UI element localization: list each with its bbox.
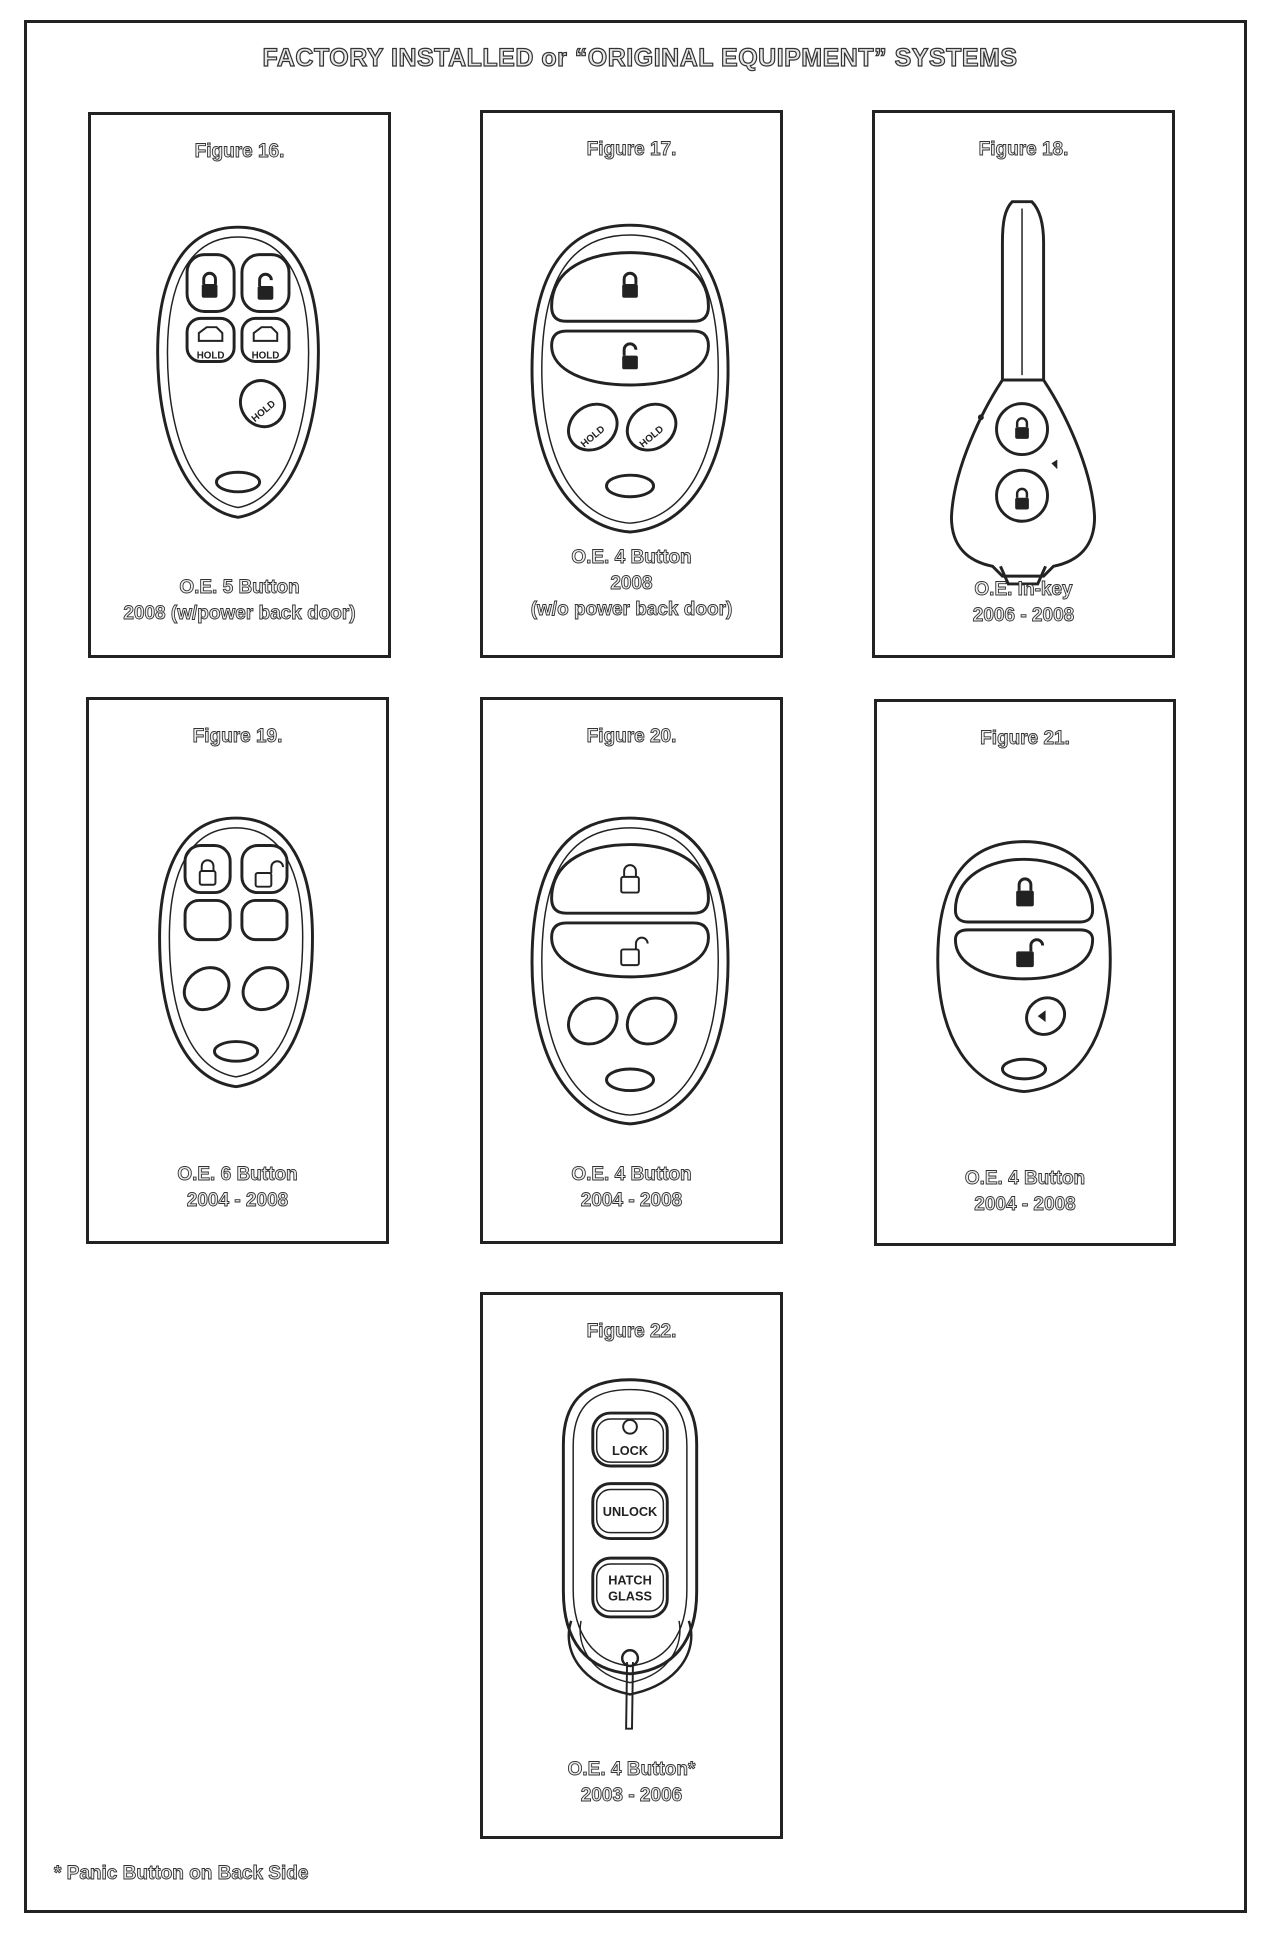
caption-line: O.E. 4 Button xyxy=(571,1164,692,1185)
figure-label: Figure 20. xyxy=(586,726,677,747)
caption-line: O.E. 5 Button xyxy=(179,577,300,598)
figure-caption xyxy=(91,575,388,627)
lock-button-label: LOCK xyxy=(611,1443,649,1459)
caption-line: 2003 - 2006 xyxy=(580,1785,683,1806)
hatch-button-label: GLASS xyxy=(608,1588,652,1604)
caption-line: 2008 xyxy=(610,573,653,594)
hold-label: HOLD xyxy=(196,350,225,362)
footnote: * Panic Button on Back Side xyxy=(54,1863,309,1884)
figure-19-card xyxy=(86,697,389,1244)
remote-6-button-illustration xyxy=(89,700,386,1241)
figure-20-card xyxy=(480,697,783,1244)
page-title: FACTORY INSTALLED or “ORIGINAL EQUIPMENT” SYSTEMS xyxy=(262,44,1018,72)
remote-5-button-illustration xyxy=(91,115,388,655)
caption-line: O.E. 4 Button xyxy=(964,1168,1086,1189)
caption-line: 2004 - 2008 xyxy=(186,1190,289,1211)
caption-line: 2006 - 2008 xyxy=(972,605,1075,626)
figure-21-card xyxy=(874,699,1176,1246)
hold-label: HOLD xyxy=(578,423,608,451)
figure-22-card xyxy=(480,1292,783,1839)
figure-18-card xyxy=(872,110,1175,658)
figure-caption xyxy=(483,545,780,623)
remote-4-button-with-keyring-illustration xyxy=(483,1295,780,1836)
hold-label: HOLD xyxy=(251,350,280,362)
figure-16-card xyxy=(88,112,391,658)
caption-line: O.E. 6 Button xyxy=(177,1164,298,1185)
hold-label: HOLD xyxy=(637,423,667,451)
caption-line: O.E. 4 Button xyxy=(571,547,692,568)
caption-line: (w/o power back door) xyxy=(530,599,733,620)
remote-4-button-illustration xyxy=(483,700,780,1241)
figure-caption xyxy=(877,1166,1173,1218)
figure-caption xyxy=(89,1162,386,1214)
in-key-remote-illustration xyxy=(875,113,1172,655)
remote-4-button-illustration xyxy=(877,702,1173,1243)
figure-label: Figure 19. xyxy=(192,726,283,747)
figure-caption xyxy=(483,1757,780,1809)
figure-label: Figure 17. xyxy=(586,139,677,160)
figure-caption xyxy=(875,577,1172,629)
caption-line: O.E. 4 Button* xyxy=(567,1759,696,1780)
unlock-button-label: UNLOCK xyxy=(602,1504,658,1519)
figure-label: Figure 16. xyxy=(194,141,285,162)
caption-line: 2004 - 2008 xyxy=(580,1190,683,1211)
caption-line: 2004 - 2008 xyxy=(974,1194,1076,1215)
figure-label: Figure 21. xyxy=(980,728,1070,749)
figure-label: Figure 18. xyxy=(978,139,1069,160)
hold-label: HOLD xyxy=(249,398,279,425)
caption-line: 2008 (w/power back door) xyxy=(123,603,356,624)
hatch-button-label: HATCH xyxy=(608,1572,652,1588)
figure-caption xyxy=(483,1162,780,1214)
figure-17-card xyxy=(480,110,783,658)
caption-line: O.E. In-key xyxy=(974,579,1073,600)
figure-label: Figure 22. xyxy=(586,1321,677,1342)
